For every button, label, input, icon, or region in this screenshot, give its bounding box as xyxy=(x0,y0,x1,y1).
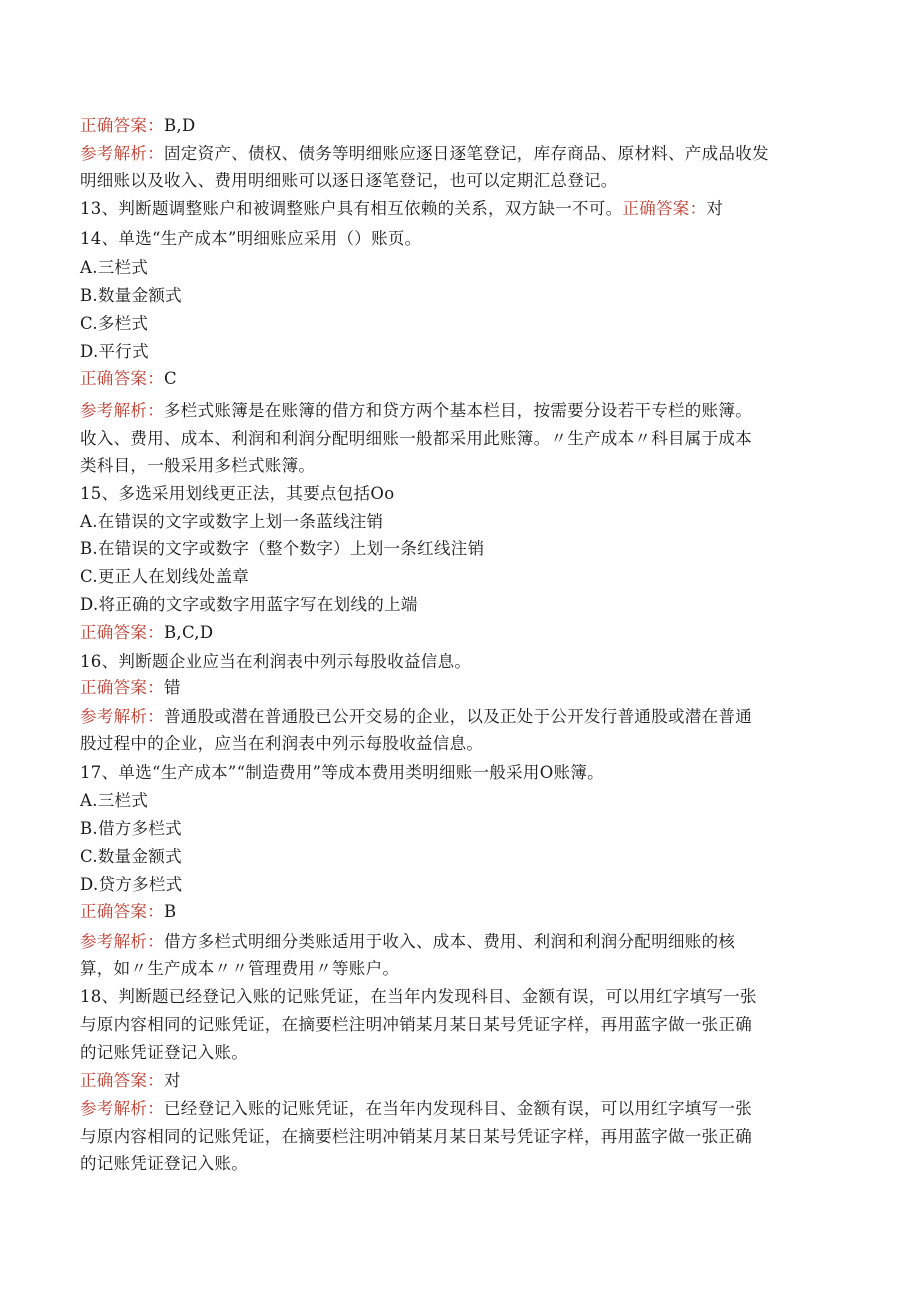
option-c: C.数量金额式 xyxy=(80,847,182,866)
text-line: 与原内容相同的记账凭证，在摘要栏注明冲销某月某日某号凭证字样，再用蓝字做一张正确 xyxy=(80,1127,752,1146)
text-line: 明细账以及收入、费用明细账可以逐日逐笔登记，也可以定期汇总登记。 xyxy=(80,171,618,190)
question-text: 13、判断题调整账户和被调整账户具有相互依赖的关系，双方缺一不可。 xyxy=(80,199,623,218)
explanation-label: 参考解析： xyxy=(80,144,164,163)
answer-label: 正确答案： xyxy=(80,902,164,921)
explanation-text: 多栏式账簿是在账簿的借方和贷方两个基本栏目，按需要分设若干专栏的账簿。 xyxy=(164,401,752,420)
answer-value: B xyxy=(164,902,177,921)
explanation-line xyxy=(80,703,840,731)
answer-label: 正确答案： xyxy=(80,623,164,642)
question-16: 16、判断题企业应当在利润表中列示每股收益信息。 xyxy=(80,652,472,671)
explanation-label: 参考解析： xyxy=(80,1099,164,1118)
option-b: B.数量金额式 xyxy=(80,286,182,305)
text-line: 类科目，一般采用多栏式账簿。 xyxy=(80,456,316,475)
explanation-text: 固定资产、债权、债务等明细账应逐日逐笔登记，库存商品、原材料、产成品收发 xyxy=(164,144,769,163)
explanation-line xyxy=(80,140,840,168)
question-15: 15、多选采用划线更正法，其要点包括Oo xyxy=(80,484,395,503)
text-line: 与原内容相同的记账凭证，在摘要栏注明冲销某月某日某号凭证字样，再用蓝字做一张正确 xyxy=(80,1015,752,1034)
text-line: 的记账凭证登记入账。 xyxy=(80,1043,248,1062)
answer-value: B,C,D xyxy=(164,623,214,642)
answer-line xyxy=(80,898,840,926)
answer-line xyxy=(80,619,840,647)
answer-label: 正确答案： xyxy=(80,116,164,135)
option-b: B.在错误的文字或数字（整个数字）上划一条红线注销 xyxy=(80,539,485,558)
answer-label: 正确答案： xyxy=(80,678,164,697)
answer-value: C xyxy=(164,369,177,388)
explanation-text: 普通股或潜在普通股已公开交易的企业，以及正处于公开发行普通股或潜在普通 xyxy=(164,707,752,726)
option-b: B.借方多栏式 xyxy=(80,819,182,838)
option-a: A.在错误的文字或数字上划一条蓝线注销 xyxy=(80,512,384,531)
answer-value: B,D xyxy=(164,116,196,135)
answer-value: 对 xyxy=(706,199,724,218)
explanation-label: 参考解析： xyxy=(80,401,164,420)
explanation-line xyxy=(80,928,840,956)
answer-label: 正确答案： xyxy=(80,369,164,388)
explanation-text: 已经登记入账的记账凭证，在当年内发现科目、金额有误，可以用红字填写一张 xyxy=(164,1099,752,1118)
answer-label: 正确答案： xyxy=(80,1071,164,1090)
text-line: 收入、费用、成本、利润和利润分配明细账一般都采用此账簿。〃生产成本〃科目属于成本 xyxy=(80,429,752,448)
explanation-label: 参考解析： xyxy=(80,707,164,726)
question-13 xyxy=(80,195,840,223)
option-d: D.将正确的文字或数字用蓝字写在划线的上端 xyxy=(80,595,418,614)
answer-value: 错 xyxy=(164,678,181,697)
option-d: D.平行式 xyxy=(80,342,149,361)
question-18: 18、判断题已经登记入账的记账凭证，在当年内发现科目、金额有误，可以用红字填写一张 xyxy=(80,987,757,1006)
answer-line xyxy=(80,112,840,140)
option-d: D.贷方多栏式 xyxy=(80,875,183,894)
question-14: 14、单选“生产成本”明细账应采用（）账页。 xyxy=(80,229,422,248)
answer-line xyxy=(80,674,840,702)
option-c: C.多栏式 xyxy=(80,314,149,333)
answer-label: 正确答案： xyxy=(622,199,707,218)
text-line: 股过程中的企业，应当在利润表中列示每股收益信息。 xyxy=(80,734,484,753)
explanation-text: 借方多栏式明细分类账适用于收入、成本、费用、利润和利润分配明细账的核 xyxy=(164,932,736,951)
option-c: C.更正人在划线处盖章 xyxy=(80,567,250,586)
option-a: A.三栏式 xyxy=(80,791,149,810)
text-line: 算，如〃生产成本〃〃管理费用〃等账户。 xyxy=(80,959,400,978)
explanation-label: 参考解析： xyxy=(80,932,164,951)
explanation-line xyxy=(80,397,840,425)
text-line: 的记账凭证登记入账。 xyxy=(80,1154,248,1173)
answer-line xyxy=(80,1067,840,1095)
question-17: 17、单选“生产成本”“制造费用”等成本费用类明细账一般采用O账簿。 xyxy=(80,763,604,782)
answer-line xyxy=(80,365,840,393)
answer-value: 对 xyxy=(164,1071,181,1090)
option-a: A.三栏式 xyxy=(80,258,149,277)
explanation-line xyxy=(80,1095,840,1123)
